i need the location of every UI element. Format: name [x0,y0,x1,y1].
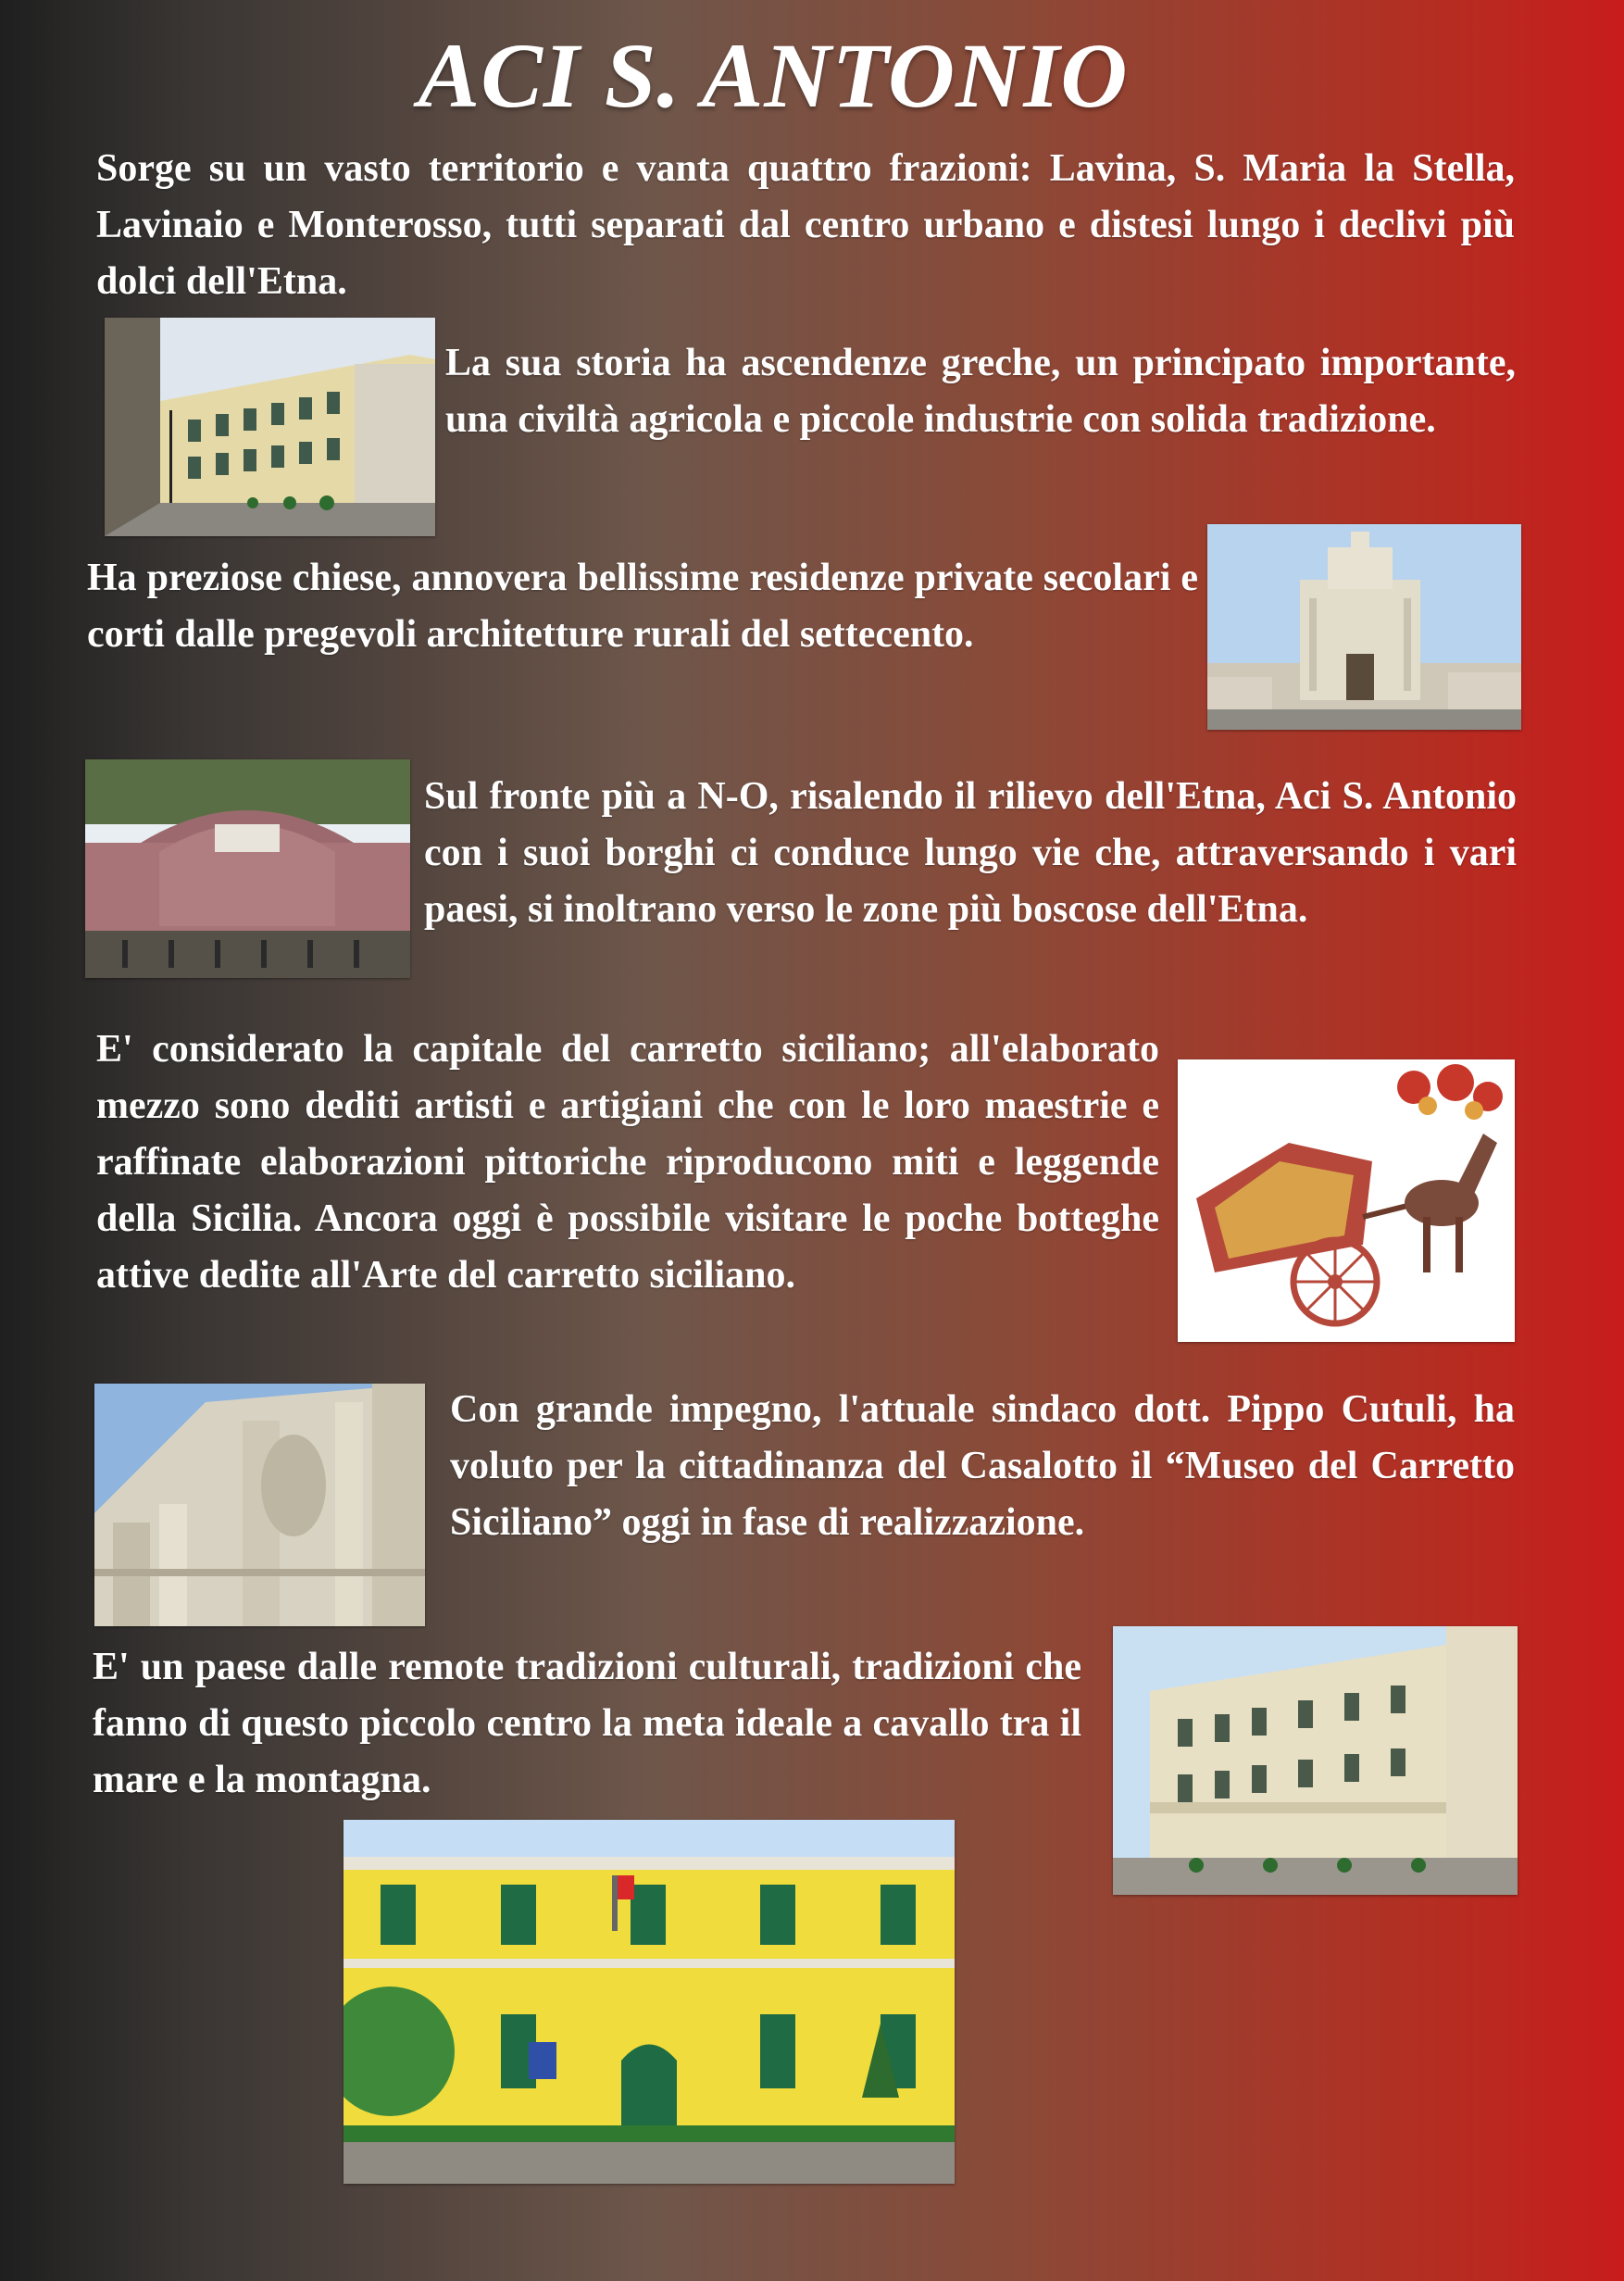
museum-paragraph: Con grande impegno, l'attuale sindaco dott. Pippo Cutuli, ha voluto per la cittadinanza del Casalotto il “Museo del Carretto Siciliano” oggi in fase di realizzazione. [450,1388,1515,1544]
municipio-photo [1113,1626,1518,1895]
carretto-photo [1178,1059,1515,1342]
churches-paragraph: Ha preziose chiese, annovera bellissime residenze private secolari e corti dalle pregevoli architetture rurali del settecento. [87,557,1198,656]
yellow-palazzo-photo [344,1820,955,2184]
fountain-photo [85,759,410,978]
church-photo [1207,524,1521,730]
carretto-paragraph: E' considerato la capitale del carretto siciliano; all'elaborato mezzo sono dediti artisti e artigiani che con le loro maestrie e raffinate elaborazioni pittoriche riproducono miti e leggende della Sicilia. Ancora oggi è possibile visitare le poche botteghe attive dedite all'Arte del carretto siciliano. [96,1028,1159,1297]
route-paragraph: Sul fronte più a N-O, risalendo il rilievo dell'Etna, Aci S. Antonio con i suoi borghi ci conduce lungo vie che, attraversando i vari paesi, si inoltrano verso le zone più boscose dell'Etna. [424,775,1517,931]
culture-paragraph: E' un paese dalle remote tradizioni culturali, tradizioni che fanno di questo piccolo centro la meta ideale a cavallo tra il mare e la montagna. [93,1646,1081,1801]
intro-paragraph: Sorge su un vasto territorio e vanta quattro frazioni: Lavina, S. Maria la Stella, Lavinaio e Monterosso, tutti separati dal centro urbano e distesi lungo i declivi più dolci dell'Etna. [96,147,1515,303]
history-paragraph: La sua storia ha ascendenze greche, un principato importante, una civiltà agricola e piccole industrie con solida tradizione. [445,342,1516,441]
page-title: ACI S. ANTONIO [418,24,1129,127]
street-photo [105,318,435,536]
church-facade-photo [94,1384,425,1626]
